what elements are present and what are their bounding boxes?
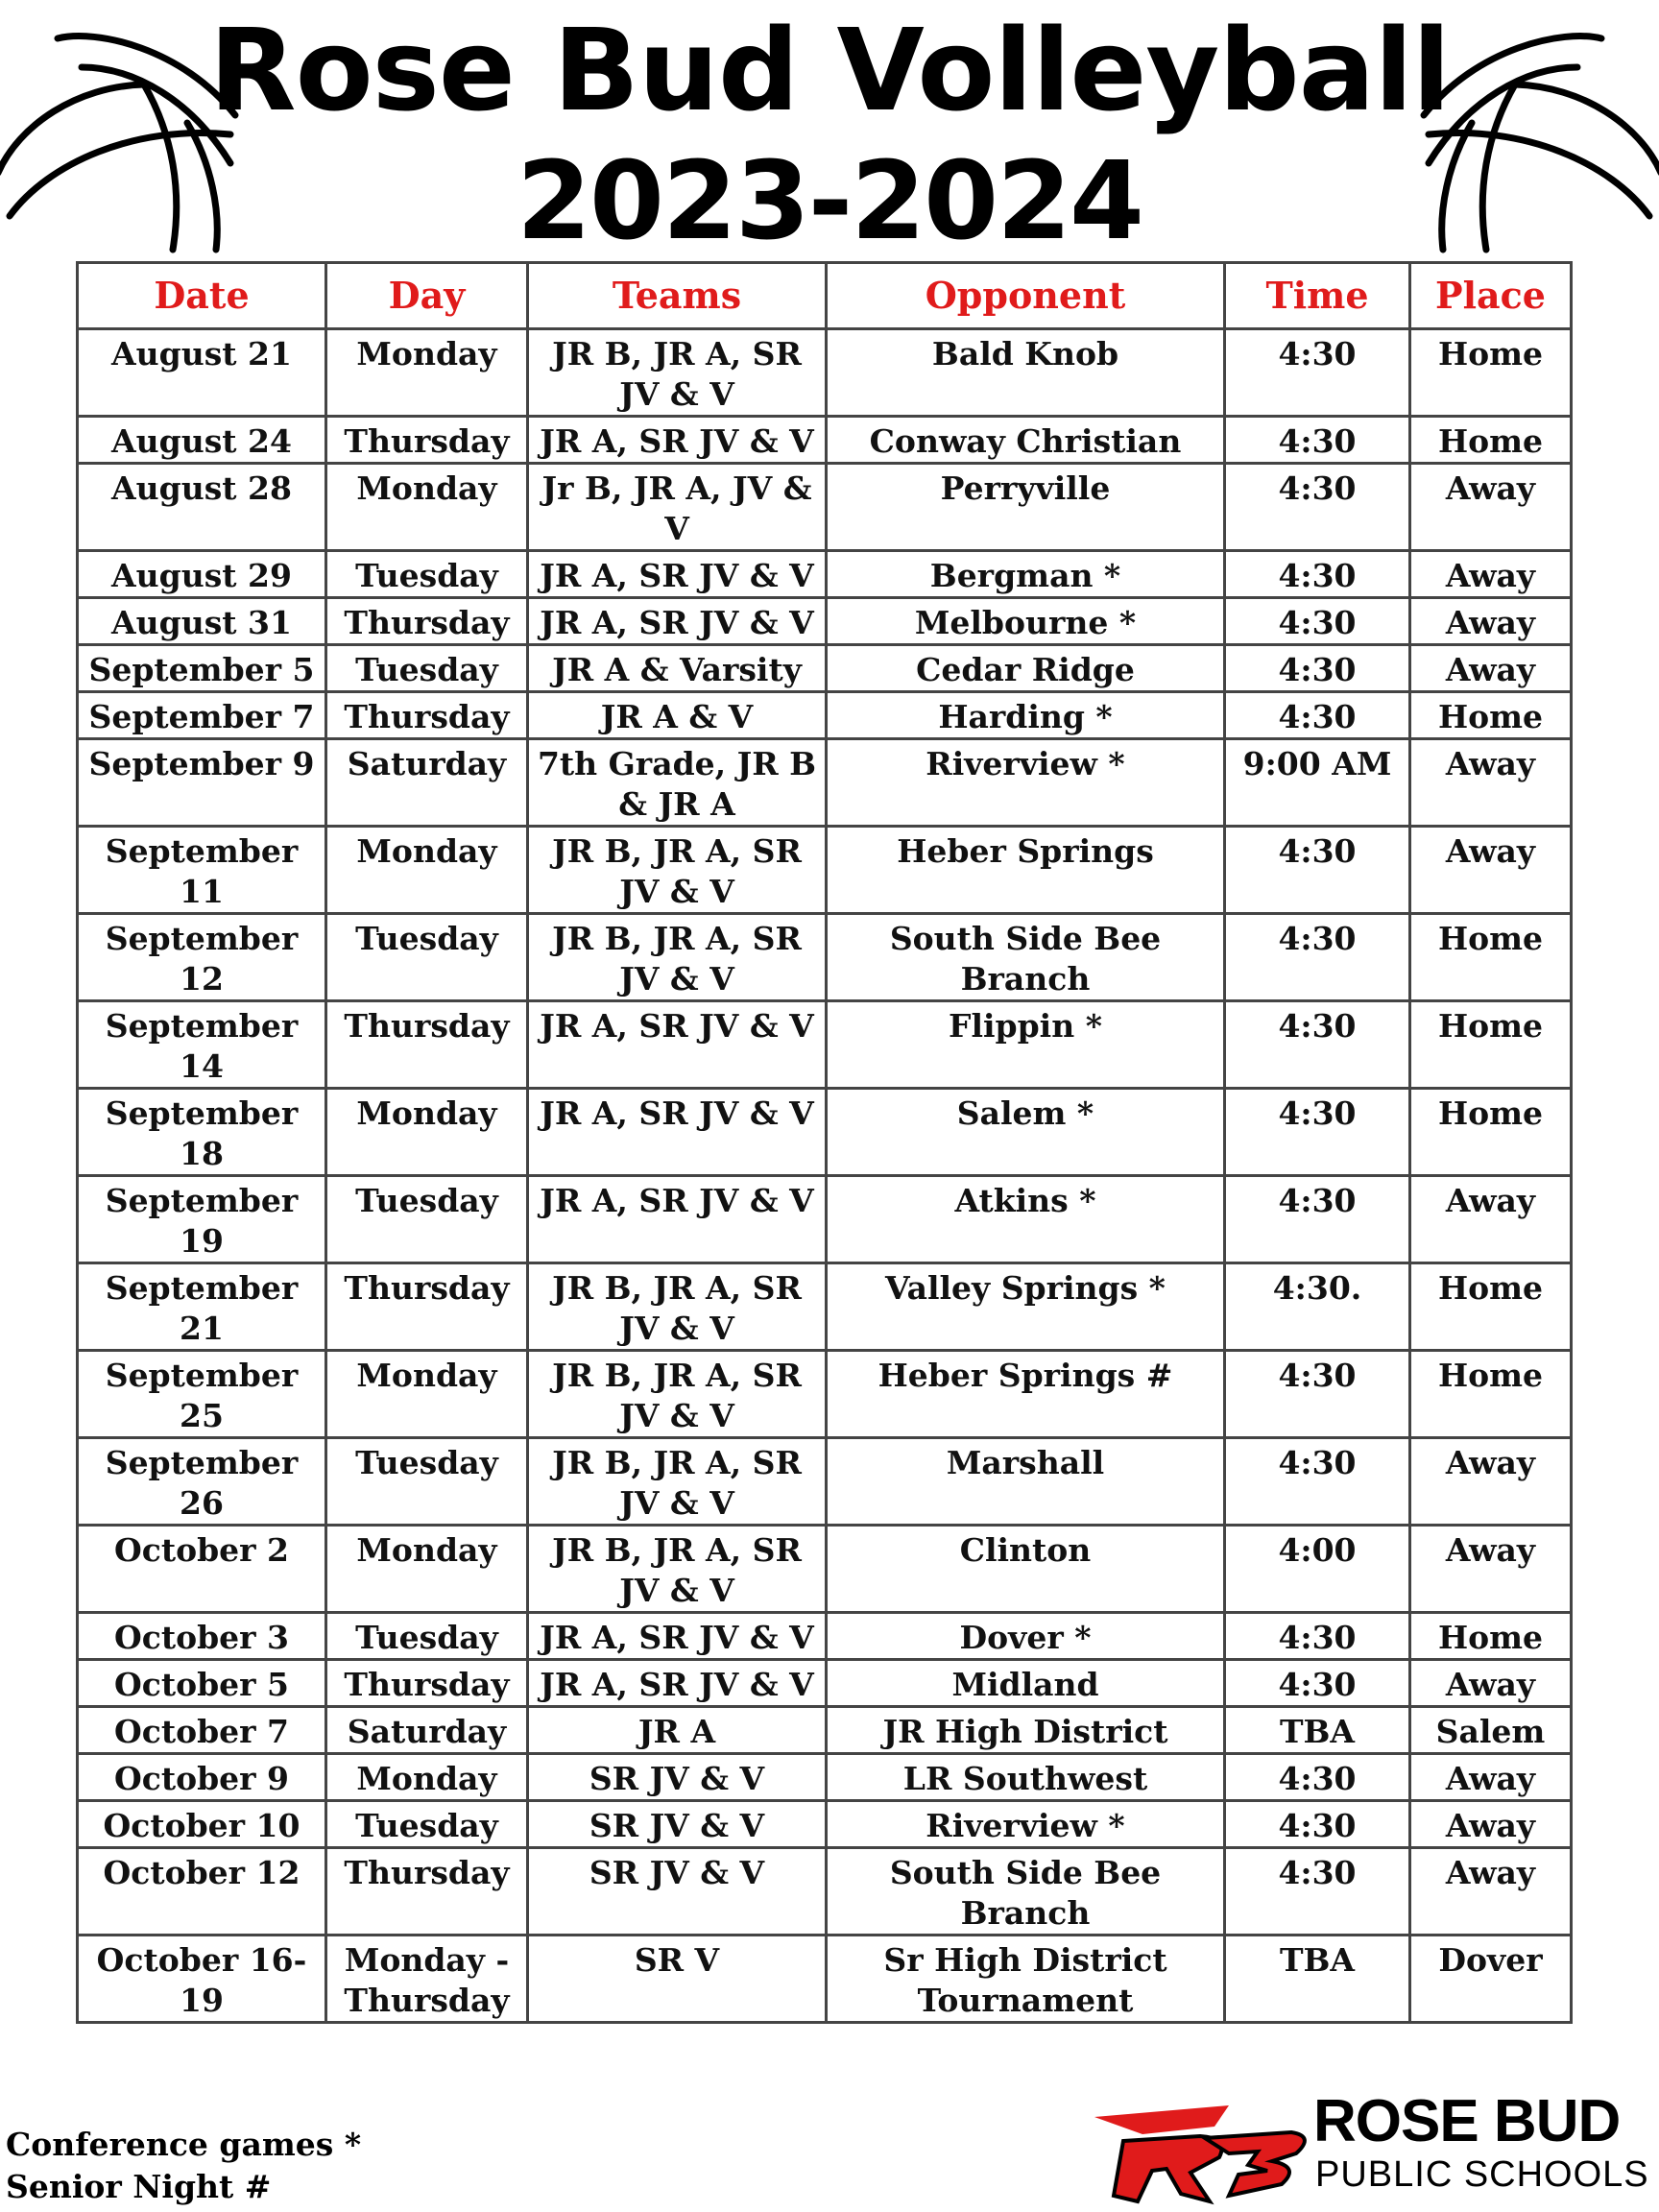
table-row	[78, 739, 1572, 827]
cell-opponent: Flippin *	[827, 1001, 1225, 1089]
cell-date: October 16-19	[78, 1936, 326, 2023]
cell-time: 4:30	[1225, 329, 1410, 417]
cell-place: Away	[1410, 827, 1572, 914]
cell-time: 4:30	[1225, 692, 1410, 739]
cell-place: Away	[1410, 551, 1572, 598]
cell-teams: JR A, SR JV & V	[528, 598, 827, 645]
cell-opponent: South Side Bee Branch	[827, 1848, 1225, 1936]
cell-time: 4:30	[1225, 1438, 1410, 1526]
cell-day: Saturday	[326, 739, 528, 827]
cell-date: October 9	[78, 1754, 326, 1801]
cell-date: August 28	[78, 464, 326, 551]
cell-time: 4:30	[1225, 1848, 1410, 1936]
legend	[6, 2124, 361, 2208]
table-row	[78, 1526, 1572, 1613]
cell-teams: JR B, JR A, SR JV & V	[528, 1263, 827, 1351]
cell-teams: JR B, JR A, SR JV & V	[528, 1438, 827, 1526]
cell-day: Monday	[326, 1526, 528, 1613]
schedule-table	[76, 261, 1573, 2024]
cell-time: 4:30	[1225, 598, 1410, 645]
cell-date: August 21	[78, 329, 326, 417]
cell-opponent: Valley Springs *	[827, 1263, 1225, 1351]
cell-time: TBA	[1225, 1707, 1410, 1754]
cell-opponent: Riverview *	[827, 739, 1225, 827]
cell-time: 9:00 AM	[1225, 739, 1410, 827]
cell-time: 4:30	[1225, 645, 1410, 692]
cell-date: September 14	[78, 1001, 326, 1089]
cell-day: Thursday	[326, 598, 528, 645]
cell-place: Home	[1410, 692, 1572, 739]
cell-opponent: Atkins *	[827, 1176, 1225, 1263]
cell-place: Away	[1410, 1754, 1572, 1801]
cell-teams: SR V	[528, 1936, 827, 2023]
cell-time: 4:30	[1225, 1660, 1410, 1707]
schedule-body	[78, 329, 1572, 2023]
cell-place: Home	[1410, 1263, 1572, 1351]
cell-date: October 12	[78, 1848, 326, 1936]
cell-opponent: Bald Knob	[827, 329, 1225, 417]
logo-subtitle: PUBLIC SCHOOLS	[1315, 2154, 1649, 2195]
cell-date: August 29	[78, 551, 326, 598]
cell-place: Away	[1410, 1660, 1572, 1707]
cell-day: Monday	[326, 1089, 528, 1176]
cell-teams: JR A & V	[528, 692, 827, 739]
cell-place: Away	[1410, 645, 1572, 692]
cell-place: Away	[1410, 1848, 1572, 1936]
cell-date: September 21	[78, 1263, 326, 1351]
cell-day: Thursday	[326, 692, 528, 739]
cell-day: Tuesday	[326, 1801, 528, 1848]
cell-day: Monday	[326, 329, 528, 417]
cell-place: Home	[1410, 1613, 1572, 1660]
cell-time: 4:30	[1225, 914, 1410, 1001]
season-year: 2023-2024	[517, 139, 1142, 264]
cell-opponent: Riverview *	[827, 1801, 1225, 1848]
cell-time: 4:30	[1225, 827, 1410, 914]
cell-teams: Jr B, JR A, JV & V	[528, 464, 827, 551]
cell-date: October 7	[78, 1707, 326, 1754]
cell-time: 4:30	[1225, 1351, 1410, 1438]
cell-teams: JR A, SR JV & V	[528, 1660, 827, 1707]
cell-day: Tuesday	[326, 1613, 528, 1660]
cell-place: Home	[1410, 1351, 1572, 1438]
table-row	[78, 1707, 1572, 1754]
table-row	[78, 1176, 1572, 1263]
cell-day: Thursday	[326, 1660, 528, 1707]
cell-date: September 12	[78, 914, 326, 1001]
cell-day: Thursday	[326, 417, 528, 464]
cell-teams: JR A, SR JV & V	[528, 1613, 827, 1660]
cell-day: Tuesday	[326, 645, 528, 692]
cell-time: 4:30	[1225, 1001, 1410, 1089]
cell-date: August 24	[78, 417, 326, 464]
cell-teams: JR A, SR JV & V	[528, 1001, 827, 1089]
cell-day: Monday	[326, 464, 528, 551]
cell-teams: JR B, JR A, SR JV & V	[528, 1526, 827, 1613]
cell-opponent: LR Southwest	[827, 1754, 1225, 1801]
legend-senior-night: Senior Night #	[6, 2168, 272, 2205]
cell-place: Away	[1410, 1176, 1572, 1263]
table-row	[78, 464, 1572, 551]
column-header-day: Day	[326, 263, 528, 329]
cell-place: Home	[1410, 1089, 1572, 1176]
cell-date: October 10	[78, 1801, 326, 1848]
cell-place: Home	[1410, 329, 1572, 417]
page-title: Rose Bud Volleyball	[208, 4, 1451, 136]
cell-opponent: Sr High District Tournament	[827, 1936, 1225, 2023]
table-row	[78, 1613, 1572, 1660]
cell-teams: JR A & Varsity	[528, 645, 827, 692]
cell-date: October 3	[78, 1613, 326, 1660]
table-row	[78, 329, 1572, 417]
cell-date: October 5	[78, 1660, 326, 1707]
cell-time: 4:30	[1225, 1089, 1410, 1176]
cell-time: 4:30	[1225, 1613, 1410, 1660]
cell-date: September 11	[78, 827, 326, 914]
table-row	[78, 1351, 1572, 1438]
cell-teams: JR B, JR A, SR JV & V	[528, 914, 827, 1001]
cell-teams: JR A, SR JV & V	[528, 551, 827, 598]
legend-conference: Conference games *	[6, 2126, 362, 2163]
cell-date: September 7	[78, 692, 326, 739]
cell-day: Thursday	[326, 1848, 528, 1936]
table-row	[78, 827, 1572, 914]
cell-day: Thursday	[326, 1263, 528, 1351]
cell-date: September 26	[78, 1438, 326, 1526]
cell-date: September 25	[78, 1351, 326, 1438]
cell-date: September 18	[78, 1089, 326, 1176]
cell-day: Saturday	[326, 1707, 528, 1754]
cell-teams: JR A, SR JV & V	[528, 417, 827, 464]
cell-time: TBA	[1225, 1936, 1410, 2023]
cell-opponent: Heber Springs	[827, 827, 1225, 914]
column-header-opponent: Opponent	[827, 263, 1225, 329]
cell-place: Away	[1410, 1801, 1572, 1848]
cell-place: Away	[1410, 739, 1572, 827]
cell-place: Away	[1410, 1438, 1572, 1526]
cell-teams: JR B, JR A, SR JV & V	[528, 329, 827, 417]
cell-teams: JR B, JR A, SR JV & V	[528, 1351, 827, 1438]
cell-opponent: Dover *	[827, 1613, 1225, 1660]
cell-opponent: Midland	[827, 1660, 1225, 1707]
cell-day: Tuesday	[326, 914, 528, 1001]
cell-opponent: South Side Bee Branch	[827, 914, 1225, 1001]
cell-teams: JR A	[528, 1707, 827, 1754]
logo-name: ROSE BUD	[1313, 2088, 1621, 2154]
cell-place: Dover	[1410, 1936, 1572, 2023]
cell-teams: JR A, SR JV & V	[528, 1176, 827, 1263]
table-row	[78, 598, 1572, 645]
cell-time: 4:00	[1225, 1526, 1410, 1613]
cell-day: Monday - Thursday	[326, 1936, 528, 2023]
cell-teams: JR A, SR JV & V	[528, 1089, 827, 1176]
cell-teams: JR B, JR A, SR JV & V	[528, 827, 827, 914]
table-row	[78, 645, 1572, 692]
cell-opponent: JR High District	[827, 1707, 1225, 1754]
table-row	[78, 1660, 1572, 1707]
table-row	[78, 1438, 1572, 1526]
cell-opponent: Bergman *	[827, 551, 1225, 598]
cell-place: Home	[1410, 914, 1572, 1001]
cell-teams: SR JV & V	[528, 1754, 827, 1801]
cell-date: August 31	[78, 598, 326, 645]
cell-day: Tuesday	[326, 1176, 528, 1263]
cell-day: Tuesday	[326, 551, 528, 598]
cell-date: September 9	[78, 739, 326, 827]
cell-time: 4:30	[1225, 464, 1410, 551]
cell-place: Salem	[1410, 1707, 1572, 1754]
cell-opponent: Clinton	[827, 1526, 1225, 1613]
cell-teams: SR JV & V	[528, 1848, 827, 1936]
cell-day: Monday	[326, 1754, 528, 1801]
cell-date: October 2	[78, 1526, 326, 1613]
cell-time: 4:30	[1225, 1754, 1410, 1801]
cell-opponent: Conway Christian	[827, 417, 1225, 464]
cell-teams: SR JV & V	[528, 1801, 827, 1848]
cell-time: 4:30	[1225, 1801, 1410, 1848]
cell-date: September 19	[78, 1176, 326, 1263]
cell-time: 4:30	[1225, 551, 1410, 598]
cell-day: Monday	[326, 1351, 528, 1438]
table-row	[78, 692, 1572, 739]
table-row	[78, 1263, 1572, 1351]
cell-place: Away	[1410, 598, 1572, 645]
cell-opponent: Harding *	[827, 692, 1225, 739]
column-header-time: Time	[1225, 263, 1410, 329]
cell-place: Away	[1410, 464, 1572, 551]
cell-date: September 5	[78, 645, 326, 692]
column-header-teams: Teams	[528, 263, 827, 329]
cell-opponent: Melbourne *	[827, 598, 1225, 645]
table-row	[78, 1001, 1572, 1089]
column-header-place: Place	[1410, 263, 1572, 329]
school-logo	[1085, 2088, 1649, 2208]
cell-place: Away	[1410, 1526, 1572, 1613]
table-row	[78, 1801, 1572, 1848]
cell-time: 4:30.	[1225, 1263, 1410, 1351]
table-header-row	[78, 263, 1572, 329]
cell-place: Home	[1410, 417, 1572, 464]
cell-opponent: Perryville	[827, 464, 1225, 551]
cell-day: Monday	[326, 827, 528, 914]
cell-teams: 7th Grade, JR B & JR A	[528, 739, 827, 827]
cell-place: Home	[1410, 1001, 1572, 1089]
cell-time: 4:30	[1225, 417, 1410, 464]
cell-opponent: Heber Springs #	[827, 1351, 1225, 1438]
cell-day: Tuesday	[326, 1438, 528, 1526]
table-row	[78, 914, 1572, 1001]
table-row	[78, 1089, 1572, 1176]
table-row	[78, 551, 1572, 598]
cell-time: 4:30	[1225, 1176, 1410, 1263]
rose-bud-rb-logo-icon	[1085, 2088, 1315, 2208]
table-row	[78, 1754, 1572, 1801]
column-header-date: Date	[78, 263, 326, 329]
table-row	[78, 1848, 1572, 1936]
cell-opponent: Salem *	[827, 1089, 1225, 1176]
cell-day: Thursday	[326, 1001, 528, 1089]
table-row	[78, 1936, 1572, 2023]
cell-opponent: Cedar Ridge	[827, 645, 1225, 692]
cell-opponent: Marshall	[827, 1438, 1225, 1526]
table-row	[78, 417, 1572, 464]
